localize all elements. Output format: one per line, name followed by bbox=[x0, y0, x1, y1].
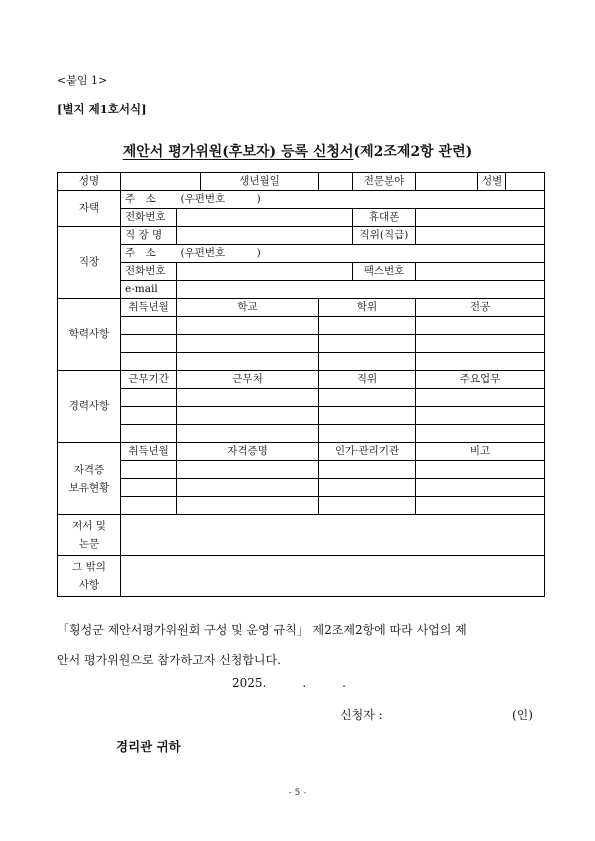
education-row bbox=[58, 353, 545, 371]
birth-field[interactable] bbox=[319, 173, 353, 191]
statement-line-2: 안서 평가위원으로 참가하고자 신청합니다. bbox=[57, 653, 281, 667]
name-label: 성명 bbox=[58, 173, 121, 191]
form-title bbox=[0, 141, 595, 161]
work-address-label: 주 소 bbox=[121, 245, 177, 263]
education-header: 전공 bbox=[416, 299, 545, 317]
license-row bbox=[58, 479, 545, 497]
workplace-field[interactable] bbox=[177, 227, 353, 245]
other-field[interactable] bbox=[121, 556, 545, 597]
gender-label: 성별 bbox=[478, 173, 506, 191]
license-header: 인가·관리기관 bbox=[319, 443, 416, 461]
education-row bbox=[58, 317, 545, 335]
application-form-table bbox=[57, 172, 545, 597]
education-header: 학교 bbox=[177, 299, 319, 317]
license-header: 취득년월 bbox=[121, 443, 177, 461]
license-label-line1: 자격증 bbox=[73, 463, 105, 476]
other-label-line2: 사항 bbox=[78, 579, 100, 591]
license-header: 비고 bbox=[416, 443, 545, 461]
work-address-field[interactable]: (우편번호 ) bbox=[177, 245, 545, 263]
license-row bbox=[58, 497, 545, 515]
fax-label: 팩스번호 bbox=[353, 263, 416, 281]
home-phone-field[interactable] bbox=[177, 209, 353, 227]
license-header: 자격증명 bbox=[177, 443, 319, 461]
email-label: e-mail bbox=[121, 281, 177, 299]
position-field[interactable] bbox=[416, 227, 545, 245]
career-row bbox=[58, 425, 545, 443]
birth-label: 생년월일 bbox=[201, 173, 319, 191]
license-row bbox=[58, 461, 545, 479]
email-field[interactable] bbox=[177, 281, 545, 299]
statement-line-1: 「횡성군 제안서평가위원회 구성 및 운영 규칙」 제2조제2항에 따라 사업의 제 bbox=[57, 623, 467, 637]
work-phone-field[interactable] bbox=[177, 263, 353, 281]
name-row bbox=[58, 173, 545, 191]
work-label: 직장 bbox=[58, 227, 121, 299]
books-label bbox=[58, 515, 121, 556]
license-label bbox=[58, 443, 121, 515]
career-header: 근무기간 bbox=[121, 371, 177, 389]
other-label bbox=[58, 556, 121, 597]
gender-field[interactable] bbox=[506, 173, 545, 191]
home-mobile-field[interactable] bbox=[416, 209, 545, 227]
form-title-main: 제안서 평가위원(후보자) 등록 신청서 bbox=[122, 144, 354, 160]
career-row bbox=[58, 407, 545, 425]
education-header: 학위 bbox=[319, 299, 416, 317]
home-label: 자택 bbox=[58, 191, 121, 227]
name-field[interactable] bbox=[121, 173, 201, 191]
books-label-line2: 논문 bbox=[78, 538, 100, 550]
form-number: [별지 제1호서식] bbox=[57, 102, 147, 116]
page-number: - 5 - bbox=[288, 788, 307, 798]
career-row bbox=[58, 389, 545, 407]
application-date: 2025. . . bbox=[232, 676, 346, 690]
books-field[interactable] bbox=[121, 515, 545, 556]
home-phone-label: 전화번호 bbox=[121, 209, 177, 227]
attachment-label: <붙임 1> bbox=[57, 74, 108, 87]
seal-label: (인) bbox=[512, 708, 533, 722]
fax-field[interactable] bbox=[416, 263, 545, 281]
addressee: 경리관 귀하 bbox=[116, 739, 181, 754]
home-mobile-label: 휴대폰 bbox=[353, 209, 416, 227]
field-field[interactable] bbox=[416, 173, 478, 191]
license-label-line2: 보유현황 bbox=[68, 481, 110, 494]
career-header: 주요업무 bbox=[416, 371, 545, 389]
position-label: 직위(직급) bbox=[353, 227, 416, 245]
career-label: 경력사항 bbox=[58, 371, 121, 443]
career-header: 근무처 bbox=[177, 371, 319, 389]
career-header: 직위 bbox=[319, 371, 416, 389]
work-phone-label: 전화번호 bbox=[121, 263, 177, 281]
home-address-field[interactable]: (우편번호 ) bbox=[177, 191, 545, 209]
workplace-label: 직 장 명 bbox=[121, 227, 177, 245]
education-header: 취득년월 bbox=[121, 299, 177, 317]
field-label: 전문분야 bbox=[353, 173, 416, 191]
form-title-ref: (제2조제2항 관련) bbox=[353, 144, 473, 160]
education-row bbox=[58, 335, 545, 353]
applicant-label: 신청자 : bbox=[340, 708, 383, 722]
books-label-line1: 저서 및 bbox=[72, 520, 106, 532]
home-address-label: 주 소 bbox=[121, 191, 177, 209]
other-label-line1: 그 밖의 bbox=[72, 561, 106, 573]
education-label: 학력사항 bbox=[58, 299, 121, 371]
